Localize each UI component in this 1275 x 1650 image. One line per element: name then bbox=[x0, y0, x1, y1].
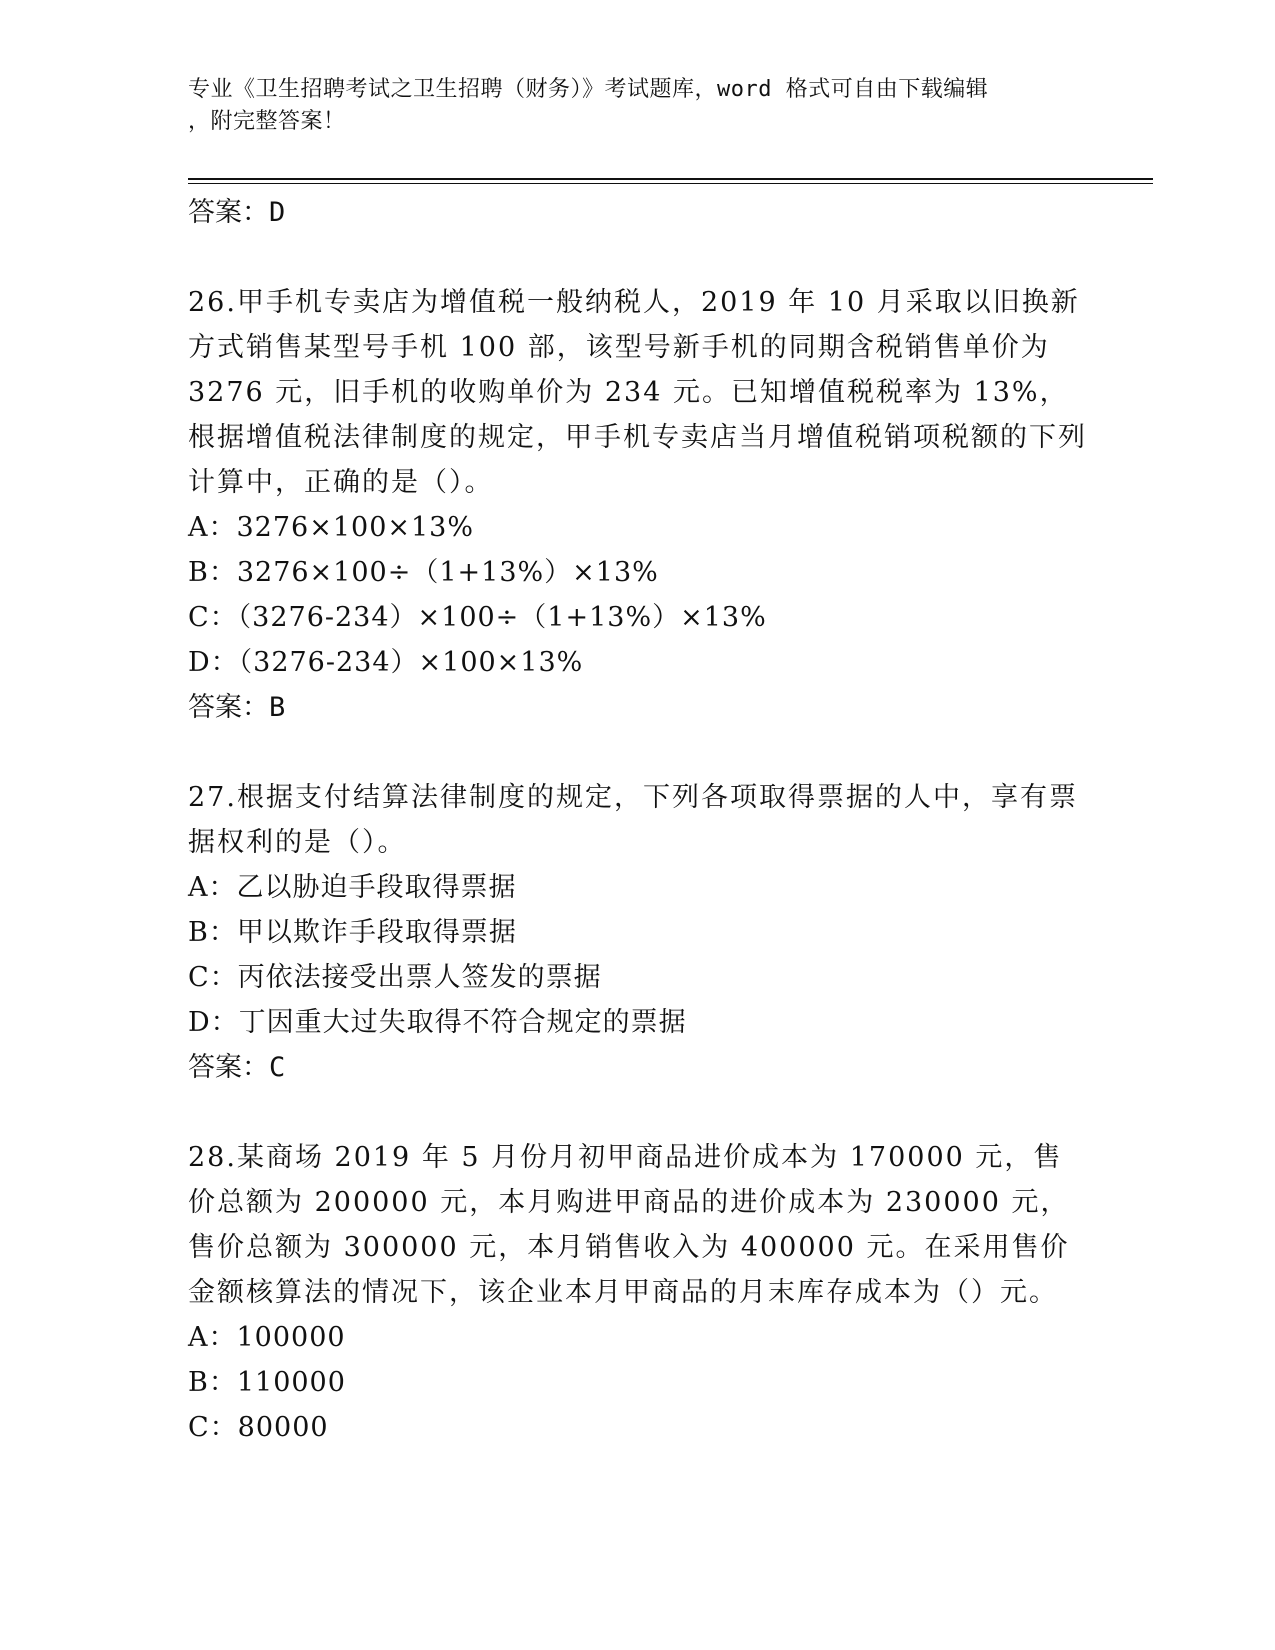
option-b: B：110000 bbox=[188, 1367, 346, 1398]
document-header bbox=[188, 74, 1088, 138]
header-divider bbox=[188, 178, 1153, 184]
option-c: C：（3276-234）×100÷（1+13%）×13% bbox=[188, 602, 767, 633]
header-line-2: ，附完整答案！ bbox=[188, 109, 346, 134]
option-a: A：3276×100×13% bbox=[188, 512, 475, 543]
answer-line-q27: 答案：C bbox=[188, 1052, 286, 1083]
option-a: A：100000 bbox=[188, 1322, 346, 1353]
question-stem: 26.甲手机专卖店为增值税一般纳税人，2019 年 10 月采取以旧换新方式销售某型号手机 100 部，该型号新手机的同期含税销售单价为 3276 元，旧手机的收购单价为 234 元。已知增值税税率为 13%，根据增值税法律制度的规定，甲手机专卖店当月增值税销项税额的下列计算中，正确的是（）。 bbox=[188, 287, 1087, 498]
document-body bbox=[188, 190, 1088, 1450]
header-line-1: 专业《卫生招聘考试之卫生招聘（财务）》考试题库，word 格式可自由下载编辑 bbox=[188, 77, 989, 102]
spacer bbox=[188, 236, 1088, 280]
option-a: A：乙以胁迫手段取得票据 bbox=[188, 872, 517, 903]
answer-line-q25: 答案：D bbox=[188, 197, 286, 228]
question-28 bbox=[188, 1135, 1088, 1450]
option-c: C：丙依法接受出票人签发的票据 bbox=[188, 962, 602, 993]
spacer bbox=[188, 1091, 1088, 1135]
question-stem: 28.某商场 2019 年 5 月份月初甲商品进价成本为 170000 元，售价总额为 200000 元，本月购进甲商品的进价成本为 230000 元，售价总额为 300000 元，本月销售收入为 400000 元。在采用售价金额核算法的情况下，该企业本月甲商品的月末库存成本为（）元。 bbox=[188, 1142, 1070, 1308]
option-d: D：丁因重大过失取得不符合规定的票据 bbox=[188, 1007, 687, 1038]
spacer bbox=[188, 731, 1088, 775]
question-27 bbox=[188, 775, 1088, 1091]
option-b: B：3276×100÷（1+13%）×13% bbox=[188, 557, 659, 588]
question-stem: 27.根据支付结算法律制度的规定，下列各项取得票据的人中，享有票据权利的是（）。 bbox=[188, 782, 1078, 858]
answer-line-q26: 答案：B bbox=[188, 692, 286, 723]
question-26 bbox=[188, 280, 1088, 731]
option-d: D：（3276-234）×100×13% bbox=[188, 647, 584, 678]
option-c: C：80000 bbox=[188, 1412, 329, 1443]
option-b: B：甲以欺诈手段取得票据 bbox=[188, 917, 517, 948]
